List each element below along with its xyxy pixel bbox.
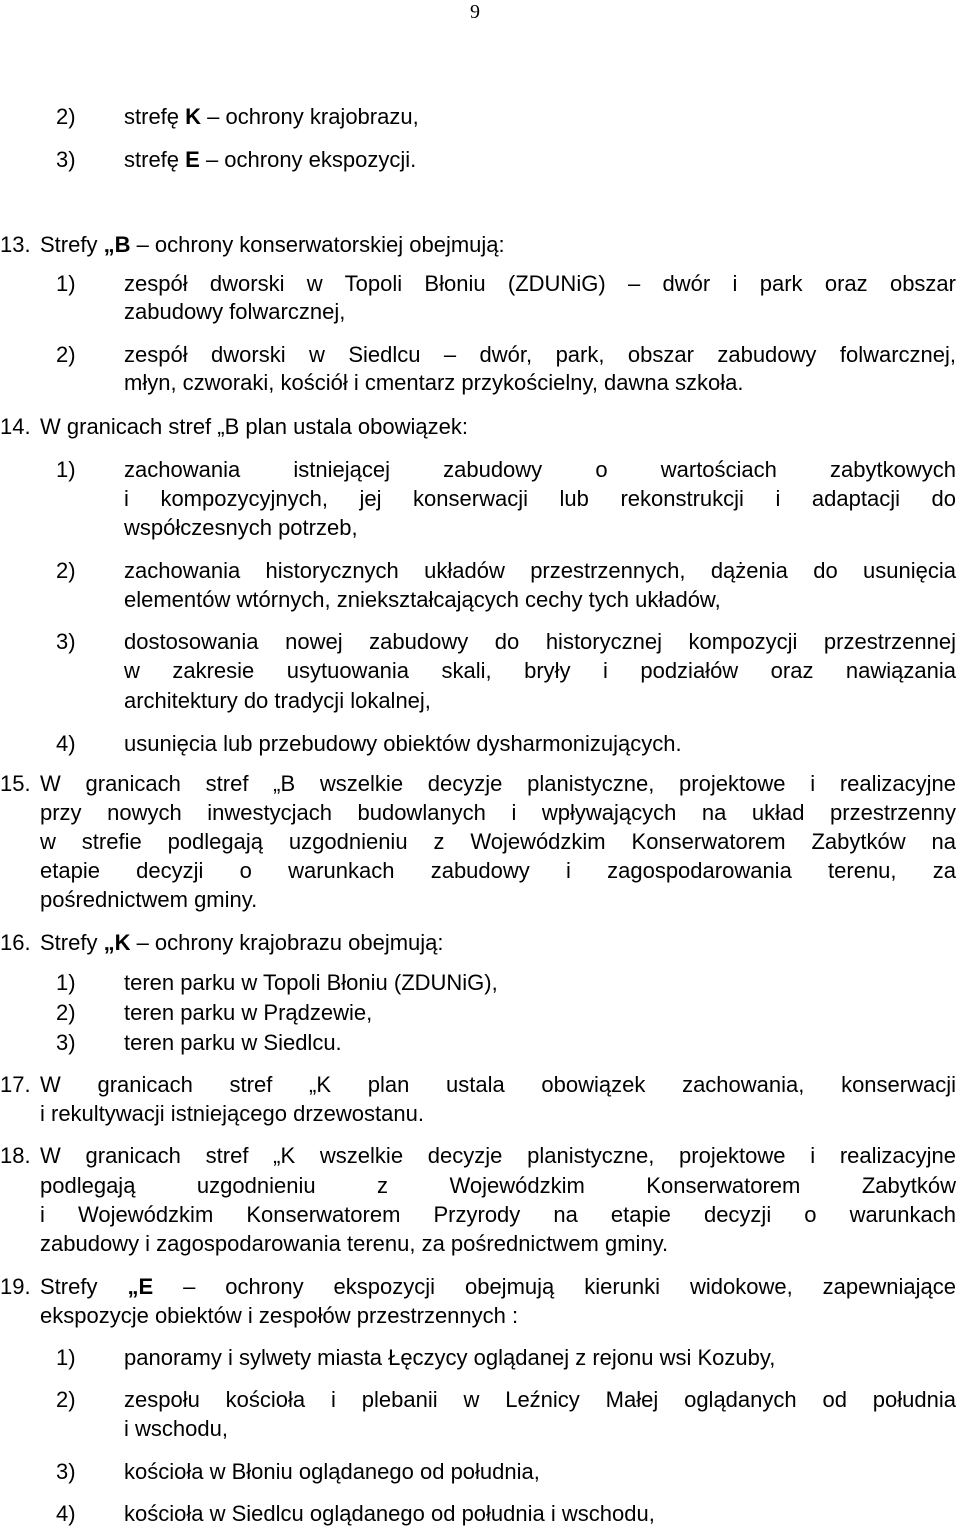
- paragraph-line: W granicach stref „K plan ustala obowiązek zachowania, konserwacji: [40, 1072, 956, 1097]
- list-item-number: 4): [56, 731, 76, 756]
- zone-mark: „E: [127, 1274, 154, 1299]
- list-item-number: 3): [56, 1030, 76, 1055]
- list-item-line: i wschodu,: [124, 1416, 228, 1441]
- section-number: 18.: [0, 1143, 31, 1168]
- list-item-number: 1): [56, 970, 76, 995]
- list-item-number: 2): [56, 1387, 76, 1412]
- list-item-line: zachowania istniejącej zabudowy o wartościach zabytkowych: [124, 457, 956, 482]
- paragraph-line: w strefie podlegają uzgodnieniu z Wojewódzkim Konserwatorem Zabytków na: [40, 829, 956, 854]
- item-text: – ochrony ekspozycji.: [199, 147, 417, 172]
- section-number: 14.: [0, 414, 31, 439]
- section-heading: W granicach stref „B plan ustala obowiązek:: [40, 414, 468, 439]
- paragraph-line: ekspozycje obiektów i zespołów przestrzennych :: [40, 1303, 519, 1328]
- list-item: [124, 104, 419, 130]
- list-item-number: 3): [56, 147, 76, 172]
- paragraph-line: W granicach stref „B wszelkie decyzje planistyczne, projektowe i realizacyjne: [40, 771, 956, 796]
- list-item-line: kościoła w Błoniu oglądanego od południa,: [124, 1459, 540, 1484]
- list-item-number: 1): [56, 271, 76, 296]
- heading-text: Strefy: [40, 232, 104, 257]
- list-item-number: 4): [56, 1501, 76, 1526]
- section-number: 19.: [0, 1274, 31, 1299]
- section-number: 16.: [0, 930, 31, 955]
- list-item-line: zabudowy folwarcznej,: [124, 299, 346, 324]
- section-number: 13.: [0, 232, 31, 257]
- list-item: [124, 147, 416, 173]
- list-item-line: współczesnych potrzeb,: [124, 515, 358, 540]
- list-item-line: teren parku w Siedlcu.: [124, 1030, 342, 1055]
- list-item-line: usunięcia lub przebudowy obiektów dysharmonizujących.: [124, 731, 682, 756]
- heading-text: Strefy: [40, 930, 104, 955]
- list-item-line: i kompozycyjnych, jej konserwacji lub rekonstrukcji i adaptacji do: [124, 486, 956, 511]
- paragraph-line: W granicach stref „K wszelkie decyzje planistyczne, projektowe i realizacyjne: [40, 1143, 956, 1168]
- list-item-number: 2): [56, 104, 76, 129]
- list-item-number: 2): [56, 1000, 76, 1025]
- heading-text: Strefy: [40, 1274, 128, 1299]
- heading-text: – ochrony krajobrazu obejmują:: [130, 930, 444, 955]
- paragraph-line: przy nowych inwestycjach budowlanych i wpływających na układ przestrzenny: [40, 800, 956, 825]
- item-text: – ochrony krajobrazu,: [201, 104, 419, 129]
- list-item-number: 3): [56, 1459, 76, 1484]
- list-item-line: zachowania historycznych układów przestrzennych, dążenia do usunięcia: [124, 558, 956, 583]
- section-heading: [40, 232, 505, 258]
- list-item-number: 1): [56, 457, 76, 482]
- list-item-line: zespół dworski w Topoli Błoniu (ZDUNiG) – dwór i park oraz obszar: [124, 271, 956, 296]
- paragraph-line: i Wojewódzkim Konserwatorem Przyrody na etapie decyzji o warunkach: [40, 1202, 956, 1227]
- list-item-line: zespołu kościoła i plebanii w Leźnicy Małej oglądanych od południa: [124, 1387, 956, 1412]
- list-item-number: 2): [56, 558, 76, 583]
- list-item-number: 3): [56, 629, 76, 654]
- zone-mark: „K: [103, 930, 131, 955]
- list-item-line: dostosowania nowej zabudowy do historycznej kompozycji przestrzennej: [124, 629, 956, 654]
- zone-mark: K: [185, 104, 202, 129]
- paragraph-line: etapie decyzji o warunkach zabudowy i zagospodarowania terenu, za: [40, 858, 956, 883]
- section-heading: [40, 930, 444, 956]
- list-item-line: zespół dworski w Siedlcu – dwór, park, obszar zabudowy folwarcznej,: [124, 342, 956, 367]
- paragraph-line: i rekultywacji istniejącego drzewostanu.: [40, 1101, 424, 1126]
- heading-text: – ochrony ekspozycji obejmują kierunki widokowe, zapewniające: [153, 1274, 956, 1299]
- paragraph-line: pośrednictwem gminy.: [40, 887, 258, 912]
- list-item-line: elementów wtórnych, zniekształcających cechy tych układów,: [124, 587, 721, 612]
- list-item-line: architektury do tradycji lokalnej,: [124, 688, 431, 713]
- paragraph-line: zabudowy i zagospodarowania terenu, za pośrednictwem gminy.: [40, 1231, 669, 1256]
- heading-text: – ochrony konserwatorskiej obejmują:: [130, 232, 505, 257]
- item-text: strefę: [124, 147, 186, 172]
- list-item-line: teren parku w Topoli Błoniu (ZDUNiG),: [124, 970, 498, 995]
- list-item-number: 2): [56, 342, 76, 367]
- section-number: 17.: [0, 1072, 31, 1097]
- paragraph-line: podlegają uzgodnieniu z Wojewódzkim Konserwatorem Zabytków: [40, 1173, 956, 1198]
- section-heading: [40, 1274, 956, 1300]
- list-item-line: w zakresie usytuowania skali, bryły i podziałów oraz nawiązania: [124, 658, 956, 683]
- list-item-line: panoramy i sylwety miasta Łęczycy oglądanej z rejonu wsi Kozuby,: [124, 1345, 776, 1370]
- list-item-line: teren parku w Prądzewie,: [124, 1000, 373, 1025]
- zone-mark: E: [185, 147, 200, 172]
- item-text: strefę: [124, 104, 186, 129]
- list-item-line: kościoła w Siedlcu oglądanego od południa i wschodu,: [124, 1501, 655, 1526]
- section-number: 15.: [0, 771, 31, 796]
- list-item-line: młyn, czworaki, kościół i cmentarz przykościelny, dawna szkoła.: [124, 370, 744, 395]
- page-number: 9: [470, 1, 480, 23]
- zone-mark: „B: [103, 232, 131, 257]
- list-item-number: 1): [56, 1345, 76, 1370]
